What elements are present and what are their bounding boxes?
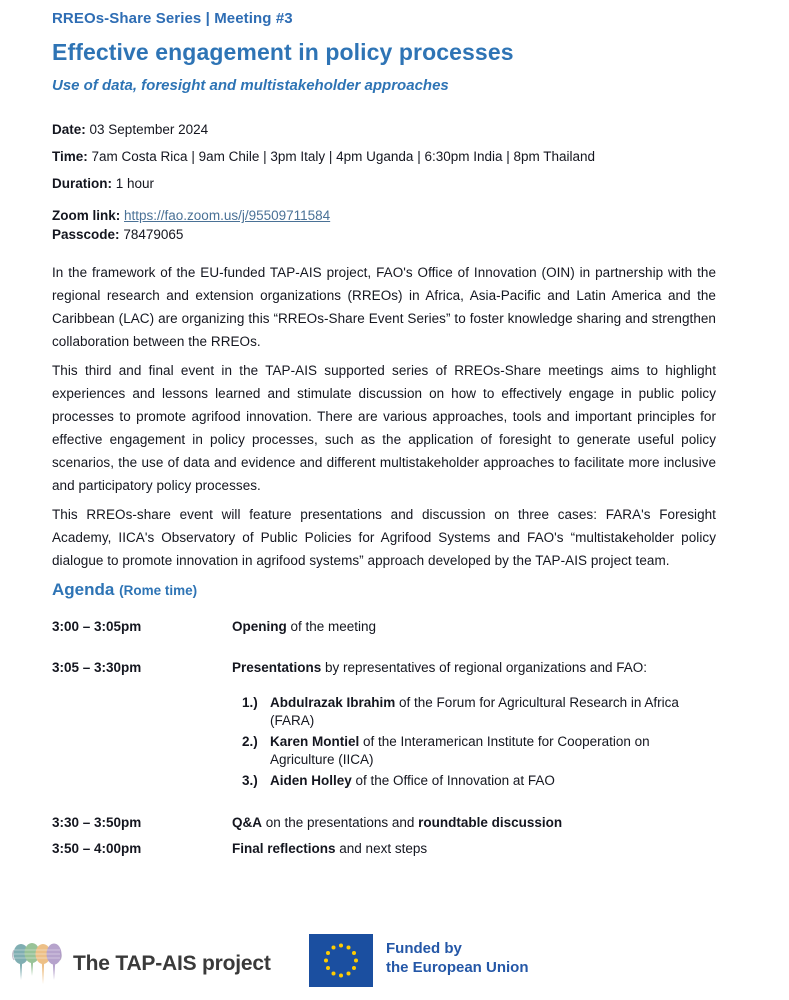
zoom-link-label: Zoom link: — [52, 208, 121, 223]
time-value: 7am Costa Rica | 9am Chile | 3pm Italy | 4pm Uganda | 6:30pm India | 8pm Thailand — [91, 149, 596, 164]
funded-by-line1: Funded by — [386, 940, 462, 957]
agenda-title: Agenda — [52, 580, 115, 599]
speaker-number: 3.) — [242, 773, 258, 788]
page-subtitle: Use of data, foresight and multistakeholder approaches — [52, 77, 449, 94]
agenda-desc-bold: roundtable discussion — [418, 815, 563, 830]
agenda-desc-text: by representatives of regional organizations and FAO: — [321, 660, 647, 675]
agenda-desc-bold: Final reflections — [232, 841, 336, 856]
duration-label: Duration: — [52, 176, 112, 191]
funded-by-line2: the European Union — [386, 959, 529, 976]
event-description-paragraph: This third and final event in the TAP-AIS supported series of RREOs-Share meetings aims to highlight experiences and lessons learned and stimulate discussion on how to effectively engage in public policy processes to promote agrifood innovation. There are various approaches, tools and important principles for effective engagement in policy processes, such as the application of foresight to generate useful policy scenarios, the use of data and evidence and different multistakeholder approaches to facilitate more inclusive and participatory policy processes. — [52, 363, 716, 493]
connection-details — [52, 206, 716, 244]
passcode-label: Passcode: — [52, 227, 120, 242]
agenda-desc-bold: Presentations — [232, 660, 322, 675]
agenda-desc-text: and next steps — [335, 841, 428, 856]
speaker-name: Karen Montiel — [270, 734, 360, 749]
agenda-desc — [232, 658, 716, 678]
speaker-item — [242, 694, 707, 730]
date-value: 03 September 2024 — [89, 122, 209, 137]
zoom-link-row — [52, 206, 716, 225]
eu-flag-icon — [309, 934, 373, 987]
agenda-desc-text: on the presentations and — [262, 815, 419, 830]
speaker-item — [242, 733, 707, 769]
event-details — [52, 120, 716, 194]
agenda-time: 3:00 – 3:05pm — [52, 619, 142, 634]
speaker-text — [270, 733, 707, 769]
tap-ais-logo-icon — [12, 936, 62, 988]
speaker-list — [242, 694, 707, 790]
agenda-desc-text: of the meeting — [286, 619, 377, 634]
agenda-desc — [232, 617, 716, 637]
agenda-rome-note: (Rome time) — [119, 583, 198, 598]
passcode-row — [52, 225, 716, 244]
series-heading: RREOs-Share Series | Meeting #3 — [52, 10, 293, 27]
speaker-item — [242, 772, 707, 790]
duration-row — [52, 174, 716, 194]
agenda-heading — [52, 580, 716, 601]
agenda-time: 3:50 – 4:00pm — [52, 841, 142, 856]
speaker-affiliation: of the Interamerican Institute for Cooperation on Agriculture (IICA) — [270, 734, 650, 767]
agenda-row-final — [52, 839, 716, 859]
time-row — [52, 147, 716, 167]
speaker-number: 1.) — [242, 695, 258, 710]
zoom-meeting-link[interactable]: https://fao.zoom.us/j/95509711584 — [124, 208, 331, 223]
speaker-name: Aiden Holley — [270, 773, 352, 788]
speaker-affiliation: of the Office of Innovation at FAO — [351, 773, 555, 788]
passcode-value: 78479065 — [123, 227, 184, 242]
project-name: The TAP-AIS project — [73, 952, 271, 975]
cases-paragraph: This RREOs-share event will feature presentations and discussion on three cases: FARA's Foresight Academy, IICA's Observatory of Public Policies for Agrifood Systems and FAO's “multistakeholder policy dialogue to promote innovation in agrifood systems” approach developed by the TAP-AIS project team. — [52, 507, 716, 568]
date-label: Date: — [52, 122, 86, 137]
page-title: Effective engagement in policy processes — [52, 39, 514, 65]
agenda-desc — [232, 839, 716, 859]
time-label: Time: — [52, 149, 88, 164]
agenda-desc-bold: Opening — [232, 619, 287, 634]
agenda-desc — [232, 813, 716, 833]
agenda-row-qa — [52, 813, 716, 833]
agenda-time: 3:05 – 3:30pm — [52, 660, 142, 675]
duration-value: 1 hour — [115, 176, 155, 191]
funded-by-text — [386, 939, 529, 977]
date-row — [52, 120, 716, 140]
agenda-desc-bold: Q&A — [232, 815, 262, 830]
speaker-affiliation: of the Forum for Agricultural Research in Africa (FARA) — [270, 695, 679, 728]
speaker-name: Abdulrazak Ibrahim — [270, 695, 396, 710]
speaker-text — [270, 772, 707, 790]
speaker-number: 2.) — [242, 734, 258, 749]
agenda-row-presentations — [52, 658, 716, 678]
agenda-row-opening — [52, 617, 716, 637]
speaker-text — [270, 694, 707, 730]
agenda-time: 3:30 – 3:50pm — [52, 815, 142, 830]
intro-paragraph: In the framework of the EU-funded TAP-AIS project, FAO's Office of Innovation (OIN) in partnership with the regional research and extension organizations (RREOs) in Africa, Asia-Pacific and Latin America and the Caribbean (LAC) are organizing this “RREOs-Share Event Series” to foster knowledge sharing and strengthen collaboration between the RREOs. — [52, 265, 716, 349]
